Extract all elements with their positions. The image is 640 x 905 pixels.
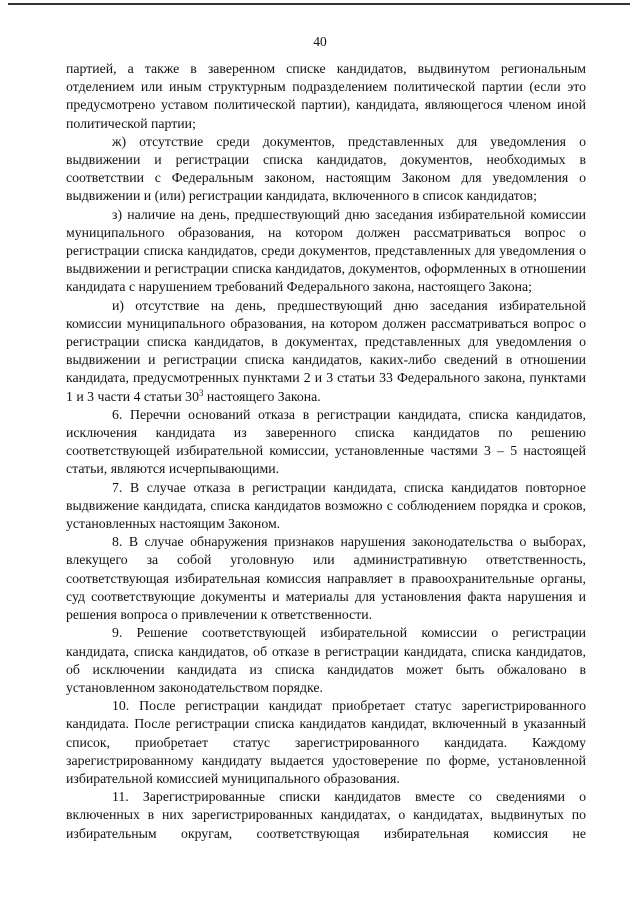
paragraph-item-i-ending: настоящего Закона. — [203, 388, 321, 404]
article-superscript: 3 — [198, 387, 204, 398]
paragraph-7: 7. В случае отказа в регистрации кандидата, списка кандидатов повторное выдвижение кандидата, списка кандидатов возможно с соблюдением порядка и сроков, установленных настоящим Законом. — [66, 479, 586, 532]
paragraph-8: 8. В случае обнаружения признаков нарушения законодательства о выборах, влекущего за собой уголовную или административную ответственность, соответствующая избирательная комиссия направляет в правоохранительные органы, суд соответствующие документы и материалы для установления факта нарушения и решения вопроса о привлечении к ответственности. — [66, 534, 586, 623]
top-edge-rule — [8, 3, 630, 5]
paragraph-9: 9. Решение соответствующей избирательной комиссии о регистрации кандидата, списка кандидатов, об отказе в регистрации кандидата, списка кандидатов, об исключении кандидата из списка кандидатов может быть обжаловано в установленном законодательством порядке. — [66, 625, 586, 695]
paragraph-11: 11. Зарегистрированные списки кандидатов вместе со сведениями о включенных в них зарегистрированных кандидатах, о кандидатах, выдвинутых по избирательным округам, соответствующая избирательная комиссия не — [66, 789, 586, 841]
paragraph-6: 6. Перечни оснований отказа в регистрации кандидата, списка кандидатов, исключения кандидата из заверенного списка кандидатов по решению соответствующей избирательной комиссии, установленные частями 3 – 5 настоящей статьи, являются исчерпывающими. — [66, 406, 586, 477]
paragraph-item-i-text: и) отсутствие на день, предшествующий дню заседания избирательной комиссии муниципального образования, на котором должен рассматриваться вопрос о регистрации списка кандидатов, в документах, представленных для уведомления о выдвижении и регистрации списка кандидатов, каких-либо сведений в отношении кандидата, предусмотренных пунктами 2 и 3 статьи 33 Федерального закона, пунктами 1 и 3 части 4 статьи 30 — [66, 297, 586, 404]
page-number: 40 — [313, 34, 327, 49]
paragraph-10: 10. После регистрации кандидат приобретает статус зарегистрированного кандидата. После регистрации списка кандидатов кандидат, включенный в указанный список, приобретает статус зарегистрированного кандидата. Каждому зарегистрированному кандидату выдается удостоверение по форме, установленной избирательной комиссией муниципального образования. — [66, 698, 586, 786]
paragraph-continuation: партией, а также в заверенном списке кандидатов, выдвинутом региональным отделением или иным структурным подразделением политической партии (если это предусмотрено уставом политической партии), кандидата, являющегося членом иной политической партии; — [66, 61, 586, 131]
paragraph-item-zh: ж) отсутствие среди документов, представленных для уведомления о выдвижении и регистрации списка кандидатов, документов, необходимых в соответствии с Федеральным законом, настоящим Законом для уведомления о выдвижении и (или) регистрации кандидата, включенного в список кандидатов; — [66, 133, 586, 204]
body-text — [66, 60, 586, 843]
paragraph-item-i — [66, 297, 586, 406]
paragraph-item-z: з) наличие на день, предшествующий дню заседания избирательной комиссии муниципального образования, на котором должен рассматриваться вопрос о регистрации списка кандидатов, среди документов, представленных для уведомления о выдвижении и регистрации списка кандидатов, документов, оформленных в отношении кандидата с нарушением требований Федерального закона, настоящего Закона; — [66, 206, 586, 295]
